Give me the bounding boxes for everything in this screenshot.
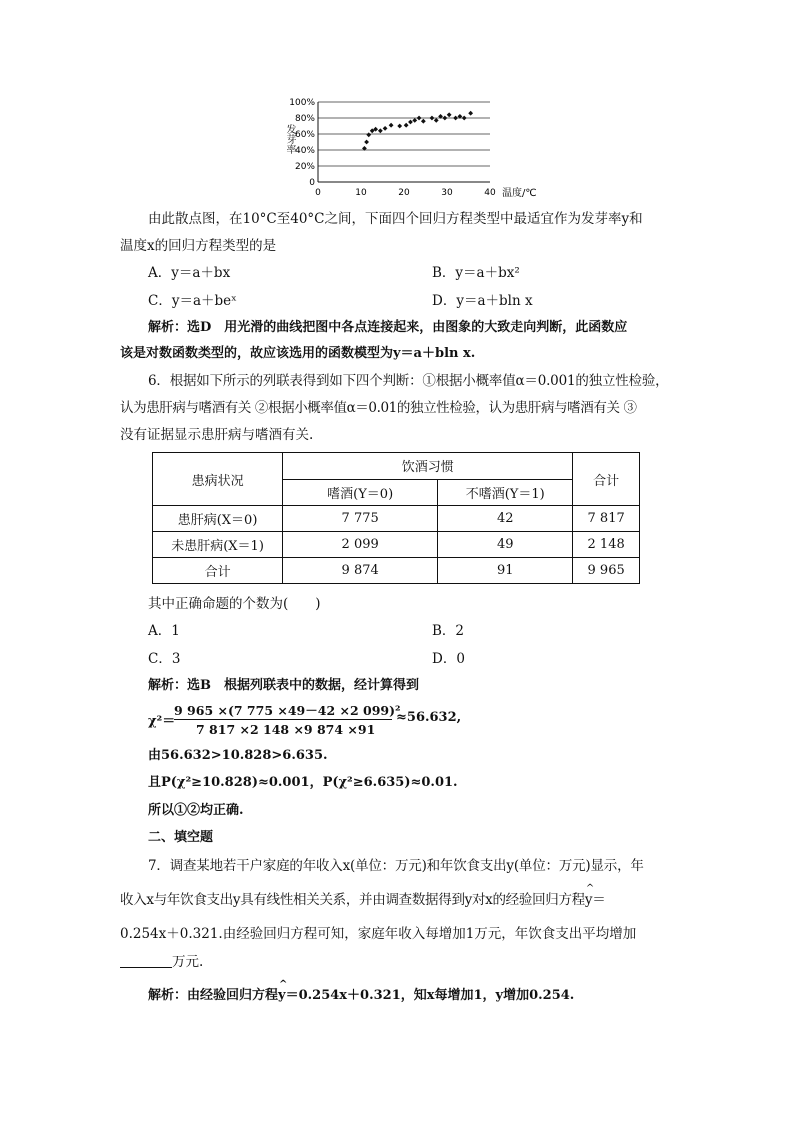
scatter-point: [397, 124, 402, 129]
cell-value: 49: [438, 532, 573, 558]
germination-scatter-chart: [280, 92, 580, 200]
cell-total: 9 965: [573, 558, 640, 584]
cell-value: 7 775: [283, 506, 438, 532]
q5-solution-line2: 该是对数函数类型的，故应该选用的函数模型为y＝a＋bln x.: [120, 346, 476, 361]
q6-option-d[interactable]: D．0: [432, 651, 465, 667]
scatter-point: [366, 132, 371, 137]
q6-option-b[interactable]: B．2: [432, 623, 465, 639]
table-row: [153, 506, 640, 532]
x-tick-label: 30: [441, 188, 453, 198]
x-tick-labels: [315, 188, 496, 198]
q7-line2: [120, 883, 606, 910]
scatter-point: [364, 140, 369, 145]
scatter-point: [417, 116, 422, 121]
q7-solution-text-b: ＝0.254x＋0.321，知x每增加1，y增加0.254.: [285, 988, 575, 1003]
data-points: [362, 111, 473, 151]
q5-option-c[interactable]: C．y＝a＋beˣ: [148, 293, 237, 309]
q6-stem-line2: 认为患肝病与嗜酒有关 ②根据小概率值α＝0.01的独立性检验，认为患肝病与嗜酒有关 ③: [120, 400, 637, 416]
row-label: 未患肝病(X＝1): [153, 532, 283, 558]
y-tick-label: 80%: [294, 114, 315, 124]
table-row: [153, 532, 640, 558]
scatter-point: [468, 111, 473, 116]
scatter-point: [453, 116, 458, 121]
x-tick-label: 20: [398, 188, 410, 198]
table-row: [153, 558, 640, 584]
scatter-point: [404, 123, 409, 128]
y-hat-symbol: [584, 883, 594, 910]
fraction-bar: [174, 719, 392, 720]
scatter-point: [383, 126, 388, 131]
q6-option-a[interactable]: A．1: [148, 623, 180, 639]
header-status: 患病状况: [153, 453, 283, 506]
chart-gridlines: [318, 102, 490, 166]
q6-option-c[interactable]: C．3: [148, 651, 181, 667]
q5-option-a[interactable]: A．y＝a＋bx: [148, 265, 231, 281]
q5-solution-line1: 解析：选D 用光滑的曲线把图中各点连接起来，由图象的大致走向判断，此函数应: [148, 320, 628, 335]
q7-line4-text: 万元.: [172, 954, 204, 970]
y-tick-label: 60%: [294, 130, 315, 140]
y-tick-label: 100%: [289, 98, 315, 108]
scatter-point: [412, 118, 417, 123]
cell-value: 91: [438, 558, 573, 584]
contingency-table: [152, 452, 640, 584]
cell-total: 2 148: [573, 532, 640, 558]
q6-solution-line1: 解析：选B 根据列联表中的数据，经计算得到: [148, 678, 419, 693]
scatter-point: [430, 116, 435, 121]
hat-mark: ^: [585, 883, 594, 894]
scatter-point: [378, 128, 383, 133]
row-label: 合计: [153, 558, 283, 584]
q5-option-d[interactable]: D．y＝a＋bln x: [432, 293, 533, 309]
header-total: 合计: [573, 453, 640, 506]
cell-value: 42: [438, 506, 573, 532]
y-tick-label: 20%: [294, 162, 315, 172]
x-tick-label: 40: [484, 188, 496, 198]
q7-solution-text-a: 解析：由经验回归方程: [148, 988, 279, 1003]
q5-option-b[interactable]: B．y＝a＋bx²: [432, 265, 520, 281]
y-symbol: y: [584, 892, 593, 908]
cell-total: 7 817: [573, 506, 640, 532]
q7-line1: 7．调查某地若干户家庭的年收入x(单位：万元)和年饮食支出y(单位：万元)显示，年: [148, 858, 644, 874]
y-symbol: y: [278, 988, 286, 1003]
scatter-point: [408, 120, 413, 125]
row-label: 患肝病(X＝0): [153, 506, 283, 532]
y-axis-label: 发芽率: [284, 124, 295, 154]
q7-line2-text: 收入x与年饮食支出y具有线性相关关系，并由调查数据得到y对x的经验回归方程: [120, 892, 585, 908]
scatter-point: [434, 118, 439, 123]
q6-solution-line3: 且P(χ²≥10.828)≈0.001，P(χ²≥6.635)≈0.01.: [148, 775, 458, 790]
x-tick-label: 10: [355, 188, 367, 198]
chi-square-denominator: 7 817 ×2 148 ×9 874 ×91: [196, 722, 376, 737]
y-hat-symbol: [278, 979, 288, 1006]
q7-line4: [120, 952, 203, 972]
scatter-point: [389, 123, 394, 128]
q6-ask: 其中正确命题的个数为( ): [148, 596, 321, 612]
chi-square-numerator: 9 965 ×(7 775 ×49－42 ×2 099)²: [174, 703, 401, 718]
q7-line2-equals: ＝: [592, 892, 606, 908]
x-axis-label: 温度/℃: [502, 188, 537, 199]
scatter-point: [442, 116, 447, 121]
scatter-point: [447, 112, 452, 117]
q7-line3: 0.254x＋0.321.由经验回归方程可知，家庭年收入每增加1万元，年饮食支出平均增加: [120, 926, 637, 942]
subheader-drink: 嗜酒(Y＝0): [283, 479, 438, 506]
q7-solution: [148, 979, 575, 1006]
answer-blank[interactable]: [120, 953, 172, 968]
x-tick-label: 0: [315, 188, 321, 198]
q6-stem-line3: 没有证据显示患肝病与嗜酒有关.: [120, 427, 314, 443]
q6-solution-line4: 所以①②均正确.: [148, 803, 244, 818]
cell-value: 2 099: [283, 532, 438, 558]
hat-mark: ^: [279, 979, 288, 990]
q6-stem-line1: 6．根据如下所示的列联表得到如下四个判断：①根据小概率值α＝0.001的独立性检验，: [148, 373, 669, 389]
chi-square-rhs: ≈56.632,: [396, 710, 462, 725]
scatter-point: [421, 119, 426, 124]
header-habit: 饮酒习惯: [283, 453, 573, 480]
y-tick-label: 40%: [294, 146, 315, 156]
q5-stem-line2: 温度x的回归方程类型的是: [120, 238, 277, 254]
q6-solution-line2: 由56.632>10.828>6.635.: [148, 748, 328, 763]
scatter-point: [462, 116, 467, 121]
y-tick-label: 0: [309, 178, 315, 188]
chi-square-lhs: χ²＝: [148, 714, 176, 729]
q5-stem-line1: 由此散点图，在10°C至40°C之间，下面四个回归方程类型中最适宜作为发芽率y和: [148, 211, 643, 227]
cell-value: 9 874: [283, 558, 438, 584]
section-title: 二、填空题: [148, 830, 214, 845]
subheader-nodrink: 不嗜酒(Y＝1): [438, 479, 573, 506]
